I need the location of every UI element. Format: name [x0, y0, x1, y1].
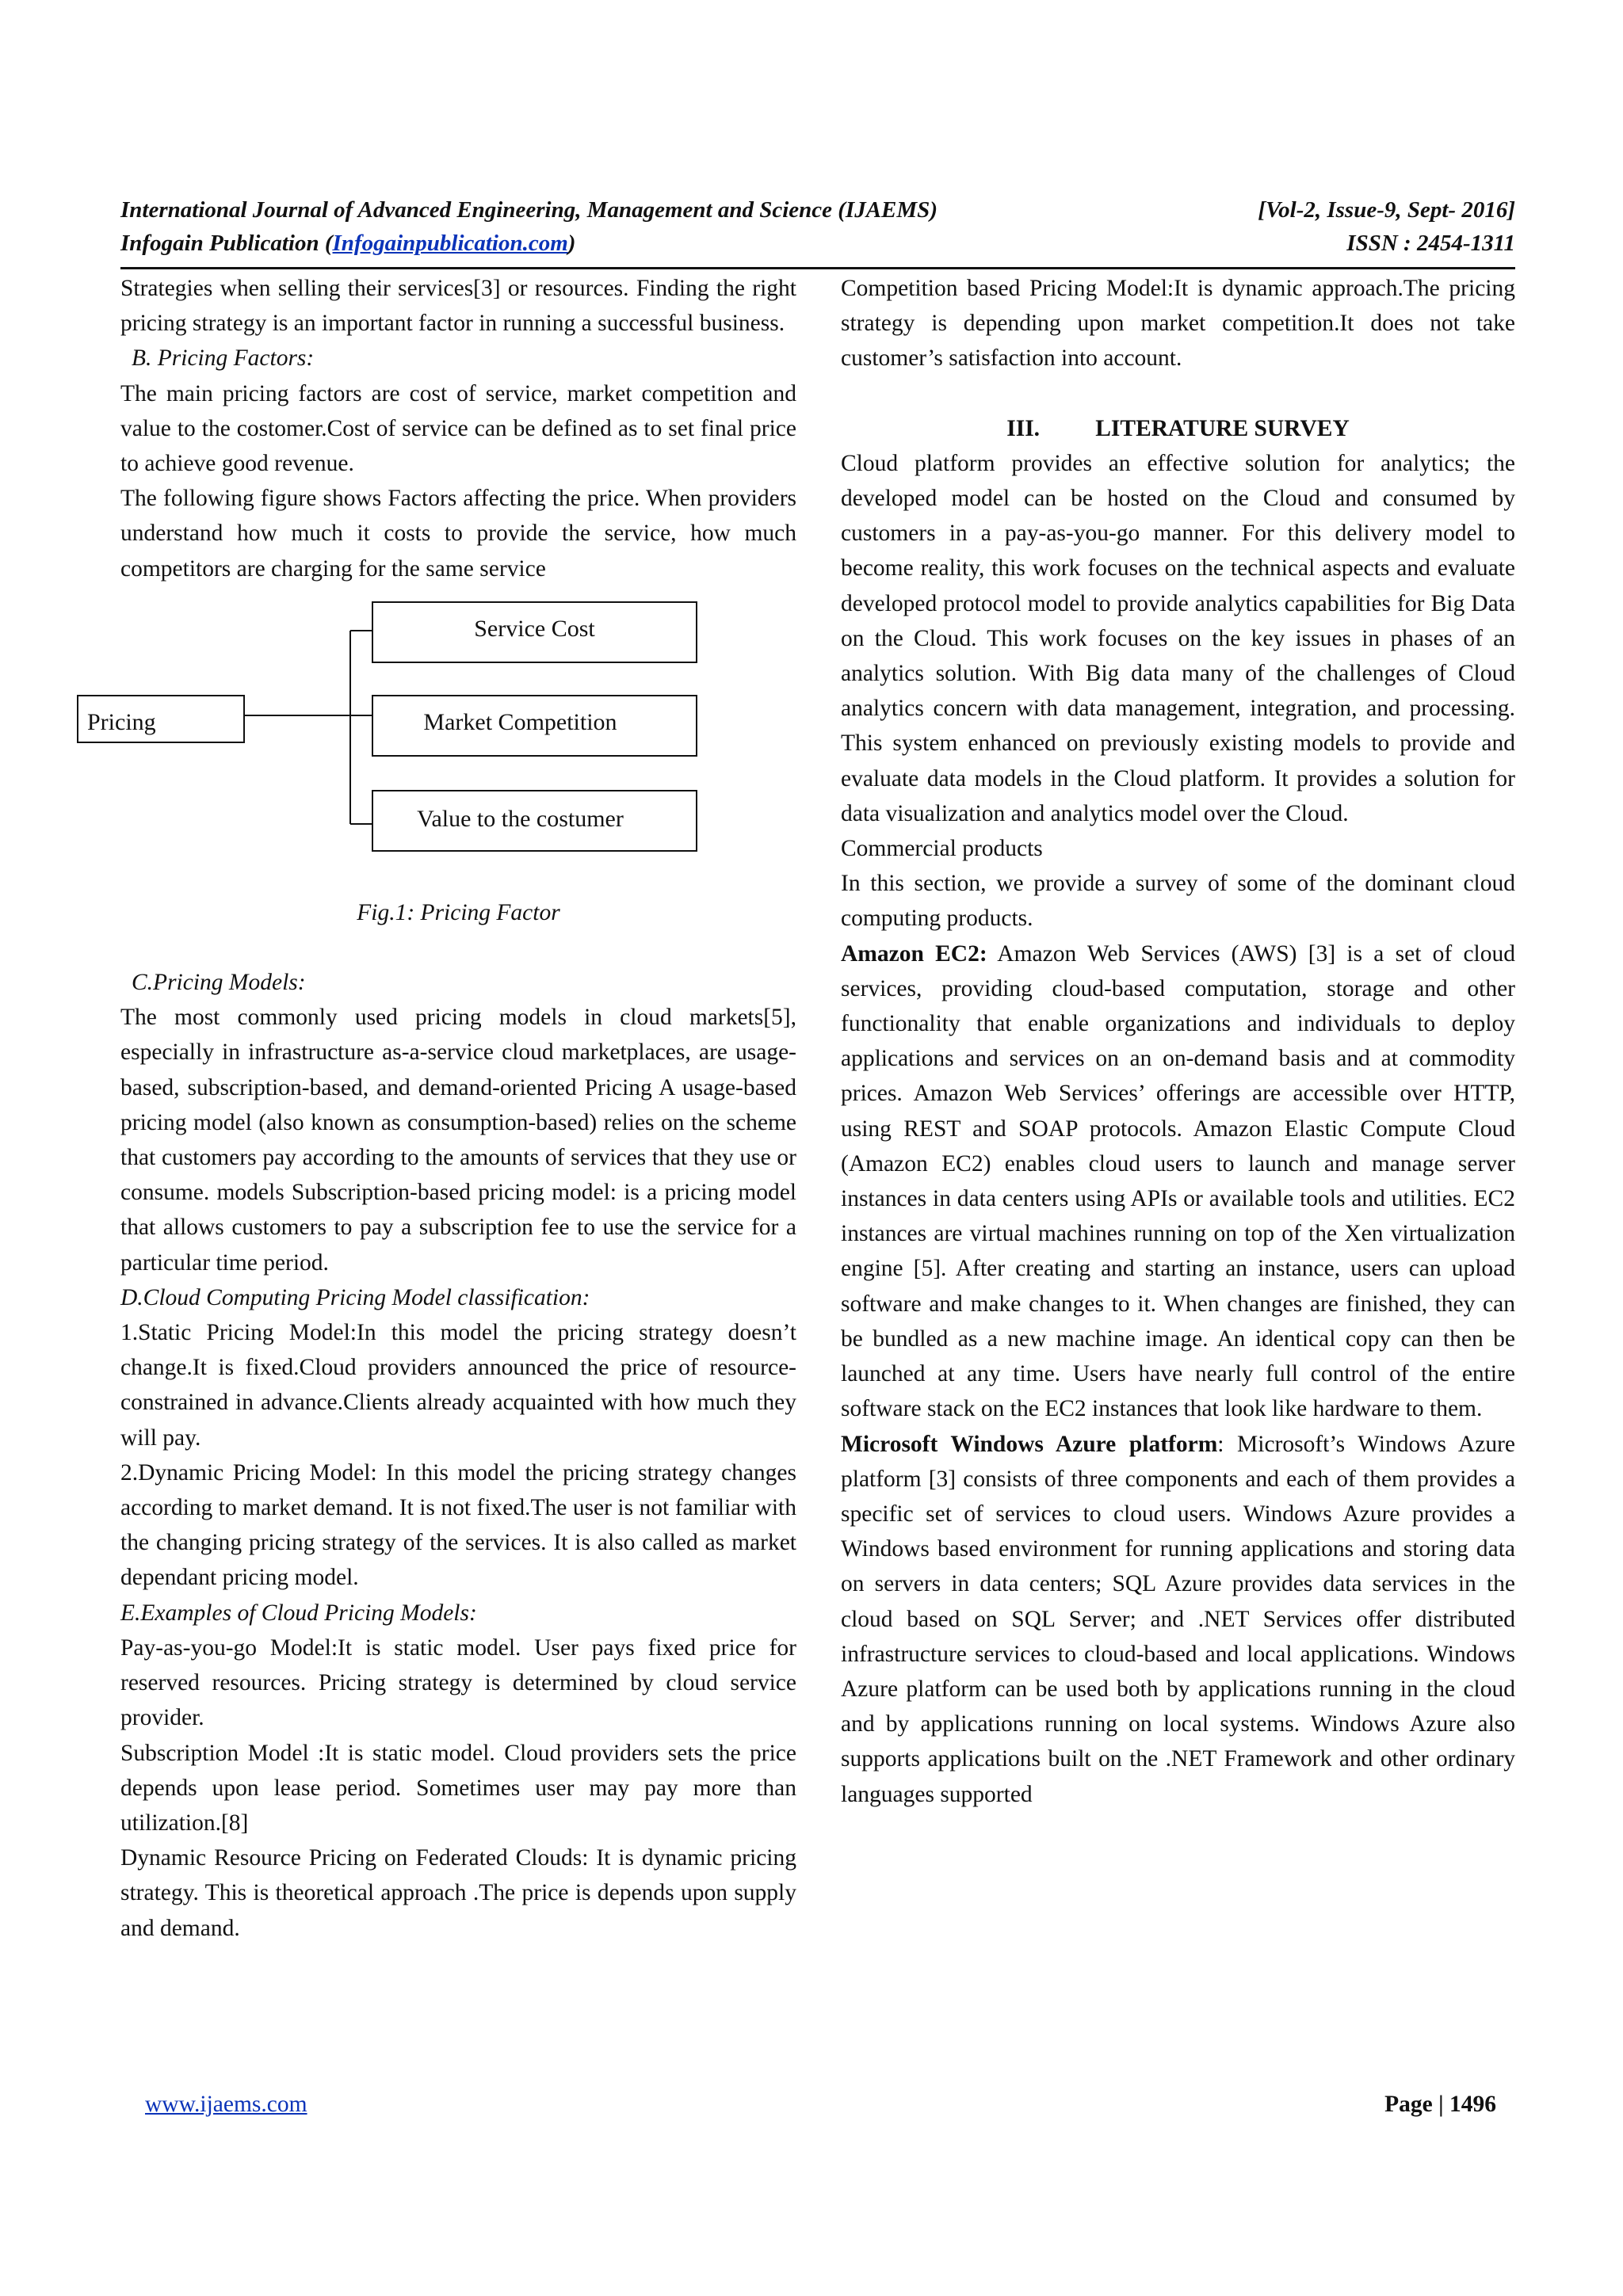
page-footer	[145, 2092, 1496, 2118]
subsection-heading-c: C.Pricing Models:	[132, 970, 306, 996]
page-number: Page | 1496	[1384, 2092, 1496, 2117]
subsection-heading-b: B. Pricing Factors:	[132, 345, 315, 372]
paragraph: Competition based Pricing Model:It is dynamic approach.The pricing strategy is depending upon market competition.It does not take customer’s satisfaction into account.	[841, 276, 1515, 372]
right-column	[841, 271, 1515, 1812]
paragraph: Dynamic Resource Pricing on Federated Clouds: It is dynamic pricing strategy. This is theoretical approach .The price is depends upon supply and demand.	[120, 1845, 796, 1941]
header-rule	[120, 267, 1515, 269]
paragraph: 1.Static Pricing Model:In this model the pricing strategy doesn’t change.It is fixed.Cloud providers announced the price of resource-constrained in advance.Clients already acquainted with how much they will pay.	[120, 1320, 796, 1451]
ec2-label: Amazon EC2:	[841, 940, 987, 967]
website-link[interactable]: www.ijaems.com	[145, 2092, 307, 2117]
paragraph-azure: Microsoft Windows Azure platform: Microsoft’s Windows Azure platform [3] consists of three components and each of them provides a specific set of services to cloud users. Windows Azure provides a Windows based environment for running applications and storing data on servers in data centers; SQL Azure provides data services in the cloud based on SQL Server; and .NET Services offer distributed infrastructure services to cloud-based and local applications. Windows Azure platform can be used both by applications running in the cloud and by applications running on local systems. Windows Azure also supports applications built on the .NET Framework and other ordinary languages supported	[841, 1431, 1515, 1807]
pricing-box: Pricing	[87, 708, 156, 735]
paragraph: The following figure shows Factors affecting the price. When providers understand how much it costs to provide the service, how much competitors are charging for the same service	[120, 486, 796, 582]
paragraph: Subscription Model :It is static model. Cloud providers sets the price depends upon lease period. Sometimes user may pay more than utilization.[8]	[120, 1740, 796, 1836]
subsection-heading-d: D.Cloud Computing Pricing Model classification:	[120, 1284, 590, 1310]
left-column	[87, 271, 796, 1946]
issn: ISSN : 2454-1311	[1346, 231, 1515, 256]
paragraph: 2.Dynamic Pricing Model: In this model the pricing strategy changes according to market demand. It is not fixed.The user is not familiar with the changing pricing strategy of the services. It is also called as market dependant pricing model.	[120, 1459, 796, 1591]
subsection-heading-e: E.Examples of Cloud Pricing Models:	[120, 1600, 477, 1626]
pricing-factor-figure	[76, 586, 796, 895]
value-to-customer-box: Value to the costumer	[417, 805, 624, 832]
azure-label: Microsoft Windows Azure platform	[841, 1431, 1218, 1457]
paragraph: The most commonly used pricing models in cloud markets[5], especially in infrastructure as-a-service cloud marketplaces, are usage-based, subscription-based, and demand-oriented Pricing A usage-based pricing model (also known as consumption-based) relies on the scheme that customers pay according to the amounts of services that they use or consume. models Subscription-based pricing model: is a pricing model that allows customers to pay a subscription fee to use the service for a particular time period.	[120, 1005, 796, 1276]
paragraph-amazon-ec2: Amazon EC2: Amazon Web Services (AWS) [3] is a set of cloud services, providing cloud-based computation, storage and other functionality that enable organizations and individuals to deploy applications and services on an on-demand basis and at commodity prices. Amazon Web Services’ offerings are accessible over HTTP, using REST and SOAP protocols. Amazon Elastic Compute Cloud (Amazon EC2) enables cloud users to launch and manage server instances in data centers using APIs or available tools and utilities. EC2 instances are virtual machines running on top of the Xen virtualization engine [5]. After creating and starting an instance, users can upload software and make changes to it. When changes are finished, they can be bundled as a new machine image. An identical copy can then be launched at any time. Users have nearly full control of the entire software stack on the EC2 instances that look like hardware to them.	[841, 940, 1515, 1422]
section-title: LITERATURE SURVEY	[1095, 415, 1350, 441]
running-header	[120, 193, 1515, 260]
paragraph: In this section, we provide a survey of some of the dominant cloud computing products.	[841, 871, 1515, 932]
journal-title: International Journal of Advanced Engineering, Management and Science (IJAEMS)	[120, 197, 938, 223]
paragraph: Pay-as-you-go Model:It is static model. User pays fixed price for reserved resources. Pricing strategy is determined by cloud service provider.	[120, 1634, 796, 1731]
paragraph: The main pricing factors are cost of service, market competition and value to the costomer.Cost of service can be defined as to set final price to achieve good revenue.	[120, 380, 796, 477]
paragraph: Commercial products	[841, 836, 1043, 862]
section-number: III.	[1006, 415, 1041, 441]
publisher-link[interactable]: Infogainpublication.com	[332, 231, 568, 256]
market-competition-box: Market Competition	[423, 708, 617, 735]
section-heading	[841, 411, 1515, 446]
figure-caption: Fig.1: Pricing Factor	[357, 899, 560, 925]
volume-info: [Vol-2, Issue-9, Sept- 2016]	[1258, 197, 1515, 223]
publisher: Infogain Publication (Infogainpublication.com)	[120, 231, 576, 256]
service-cost-box: Service Cost	[474, 615, 595, 642]
paragraph: Strategies when selling their services[3] or resources. Finding the right pricing strategy is an important factor in running a successful business.	[120, 276, 796, 337]
paragraph: Cloud platform provides an effective solution for analytics; the developed model can be hosted on the Cloud and consumed by customers in a pay-as-you-go manner. For this delivery model to become reality, this work focuses on the technical aspects and evaluate developed protocol model to provide analytics capabilities for Big Data on the Cloud. This work focuses on the key issues in phases of an analytics solution. With Big data many of the challenges of Cloud analytics concern with data management, integration, and processing. This system enhanced on previously existing models to provide and evaluate data models in the Cloud platform. It provides a solution for data visualization and analytics model over the Cloud.	[841, 450, 1515, 826]
